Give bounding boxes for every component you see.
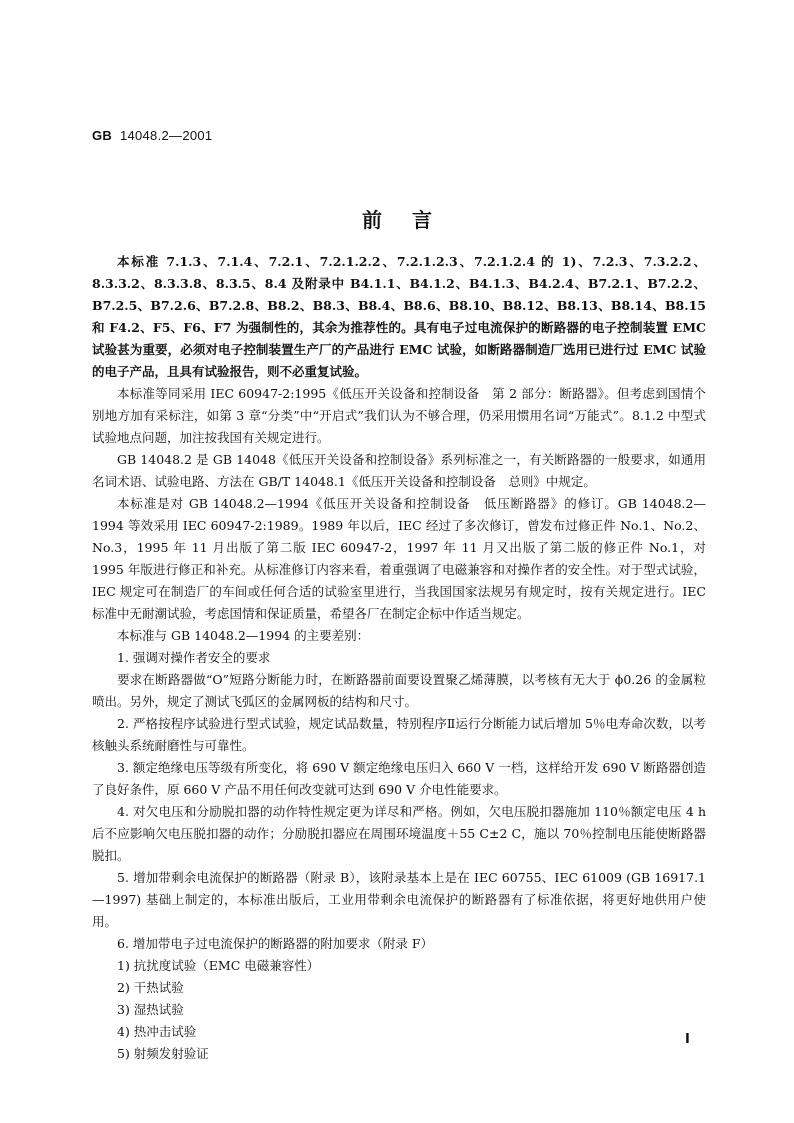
paragraph-differences-intro: 本标准与 GB 14048.2—1994 的主要差别：	[117, 628, 370, 643]
standard-code-prefix: GB	[92, 128, 113, 143]
sub-item-immunity-test: 1) 抗扰度试验（EMC 电磁兼容性）	[117, 958, 320, 973]
standard-code-number: 14048.2—2001	[119, 128, 213, 143]
page-number: Ⅰ	[685, 1032, 690, 1047]
paragraph-revision: 本标准是对 GB 14048.2—1994《低压开关设备和控制设备 低压断路器》的修订。GB 14048.2—1994 等效采用 IEC 60947-2:1989。1989 年以后，IEC 经过了多次修订，曾发布过修正件 No.1、No.2、No.3，1995 年 11 月出版了第二版 IEC 60947-2，1997 年 11 月又出版了第二版的修正件 No.1，对 1995 年版进行修正和补充。从标准修订内容来看，着重强调了电磁兼容和对操作者的安全性。对于型式试验，IEC 规定可在制造厂的车间或任何合适的试验室里进行，当我国国家法规另有规定时，按有关规定进行。IEC 标准中无耐潮试验，考虑国情和保证质量，希望各厂在制定企标中作适当规定。	[92, 496, 706, 621]
paragraph-equivalence: 本标准等同采用 IEC 60947-2:1995《低压开关设备和控制设备 第 2 部分：断路器》。但考虑到国情个别地方加有采标注，如第 3 章“分类”中“开启式”我们认为不够合理，仍采用惯用名词“万能式”。8.1.2 中型式试验地点问题，加注按我国有关规定进行。	[92, 386, 706, 445]
difference-item-3: 3. 额定绝缘电压等级有所变化，将 690 V 额定绝缘电压归入 660 V 一档，这样给开发 690 V 断路器创造了良好条件，原 660 V 产品不用任何改变就可达到 690 V 介电性能要求。	[92, 760, 706, 797]
difference-item-6: 6. 增加带电子过电流保护的断路器的附加要求（附录 F）	[117, 936, 434, 951]
page-title: 前言	[362, 208, 462, 232]
sub-item-thermal-shock-test: 4) 热冲击试验	[117, 1024, 197, 1039]
paragraph-mandatory-clauses: 本标准 7.1.3、7.1.4、7.2.1、7.2.1.2.2、7.2.1.2.3、7.2.1.2.4 的 1)、7.2.3、7.3.2.2、8.3.3.2、8.3.3.8、8.3.5、8.4 及附录中 B4.1.1、B4.1.2、B4.1.3、B4.2.4、B7.2.1、B7.2.2、B7.2.5、B7.2.6、B7.2.8、B8.2、B8.3、B8.4、B8.6、B8.10、B8.12、B8.13、B8.14、B8.15 和 F4.2、F5、F6、F7 为强制性的，其余为推荐性的。具有电子过电流保护的断路器的电子控制装置 EMC 试验甚为重要，必须对电子控制装置生产厂的产品进行 EMC 试验，如断路器制造厂选用已进行过 EMC 试验的电子产品，且具有试验报告，则不必重复试验。	[92, 254, 706, 379]
paragraph-series: GB 14048.2 是 GB 14048《低压开关设备和控制设备》系列标准之一，有关断路器的一般要求，如通用名词术语、试验电路、方法在 GB/T 14048.1《低压开关设备和控制设备 总则》中规定。	[92, 452, 706, 489]
difference-item-4: 4. 对欠电压和分励脱扣器的动作特性规定更为详尽和严格。例如，欠电压脱扣器施加 110％额定电压 4 h 后不应影响欠电压脱扣器的动作；分励脱扣器应在周围环境温度＋55 C±2 C，施以 70％控制电压能使断路器脱扣。	[92, 804, 706, 863]
sub-item-dry-heat-test: 2) 干热试验	[117, 980, 184, 995]
standard-code-header	[92, 128, 212, 143]
document-body	[92, 251, 706, 1065]
sub-item-damp-heat-test: 3) 湿热试验	[117, 1002, 184, 1017]
difference-item-2: 2. 严格按程序试验进行型式试验，规定试品数量，特别程序Ⅱ运行分断能力试后增加 5％电寿命次数，以考核触头系统耐磨性与可靠性。	[92, 716, 706, 753]
difference-item-1-detail: 要求在断路器做“O”短路分断能力时，在断路器前面要设置聚乙烯薄膜，以考核有无大于 ϕ0.26 的金属粒喷出。另外，规定了测试飞弧区的金属网板的结构和尺寸。	[92, 672, 706, 709]
sub-item-rf-emission-verification: 5) 射频发射验证	[117, 1046, 209, 1061]
difference-item-1: 1. 强调对操作者安全的要求	[117, 650, 271, 665]
difference-item-5: 5. 增加带剩余电流保护的断路器（附录 B），该附录基本上是在 IEC 60755、IEC 61009 (GB 16917.1—1997) 基础上制定的，本标准出版后，工业用带剩余电流保护的断路器有了标准依据，将更好地供用户使用。	[92, 870, 706, 929]
